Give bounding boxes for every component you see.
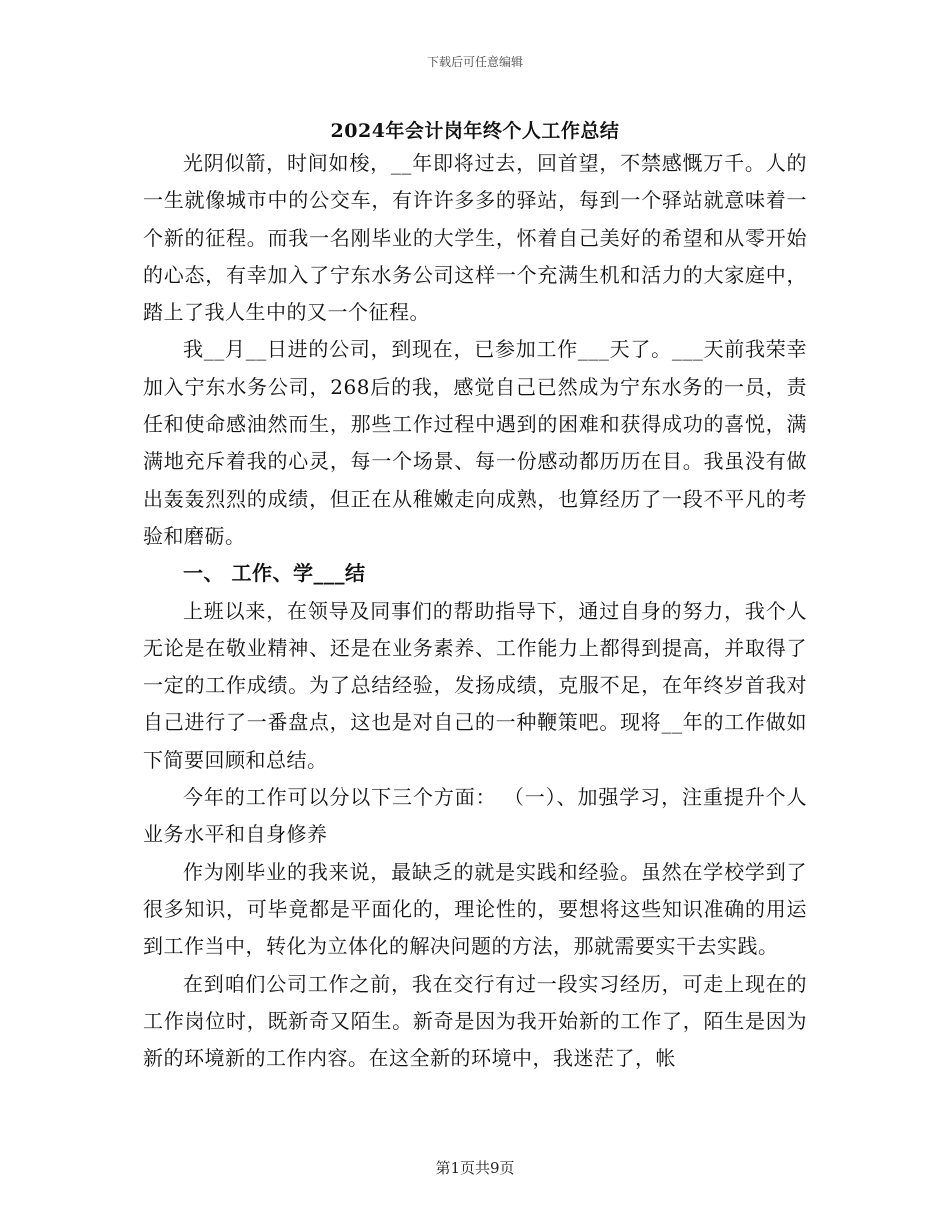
paragraph-internship: 在到咱们公司工作之前，我在交行有过一段实习经历，可走上现在的工作岗位时，既新奇又陌生。新奇是因为我开始新的工作了，陌生是因为新的环境新的工作内容。在这全新的环境中，我迷茫了，帐 [143, 971, 807, 1071]
section-heading: 一、 工作、学___结 [183, 561, 366, 586]
paragraph-summary: 上班以来，在领导及同事们的帮助指导下，通过自身的努力，我个人无论是在敬业精神、还是在业务素养、工作能力上都得到提高，并取得了一定的工作成绩。为了总结经验，发扬成绩，克服不足，在年终岁首我对自己进行了一番盘点，这也是对自己的一种鞭策吧。现将__年的工作做如下简要回顾和总结。 [143, 598, 807, 772]
document-body [143, 145, 807, 1077]
paragraph-practice: 作为刚毕业的我来说，最缺乏的就是实践和经验。虽然在学校学到了很多知识，可毕竟都是平面化的，理论性的，要想将这些知识准确的用运到工作当中，转化为立体化的解决问题的方法，那就需要实干去实践。 [143, 859, 807, 959]
paragraph-joining: 我__月__日进的公司，到现在，已参加工作___天了。___天前我荣幸加入宁东水务公司，268后的我，感觉自己已然成为宁东水务的一员，责任和使命感油然而生，那些工作过程中遇到的困难和获得成功的喜悦，满满地充斥着我的心灵，每一个场景、每一份感动都历历在目。我虽没有做出轰轰烈烈的成绩，但正在从稚嫩走向成熟，也算经历了一段不平凡的考验和磨砺。 [143, 337, 807, 548]
paragraph-three-aspects: 今年的工作可以分以下三个方面： （一）、加强学习，注重提升个人业务水平和自身修养 [143, 785, 807, 847]
paragraph-intro: 光阴似箭，时间如梭，__年即将过去，回首望，不禁感慨万千。人的一生就像城市中的公交车，有许许多多的驿站，每到一个驿站就意味着一个新的征程。而我一名刚毕业的大学生，怀着自己美好的希望和从零开始的心态，有幸加入了宁东水务公司这样一个充满生机和活力的大家庭中，踏上了我人生中的又一个征程。 [143, 151, 807, 325]
page-number: 第1页共9页 [435, 1159, 515, 1177]
document-title: 2024年会计岗年终个人工作总结 [330, 120, 620, 142]
page-header-note: 下载后可任意编辑 [426, 55, 523, 69]
